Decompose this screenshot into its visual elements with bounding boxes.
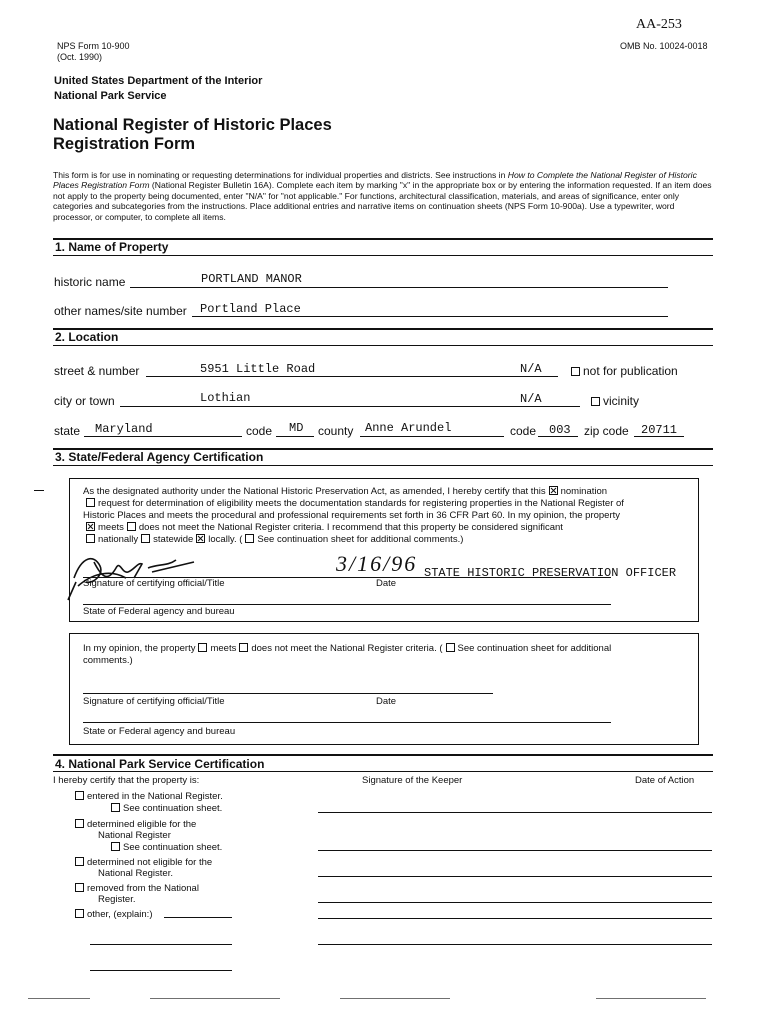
department: United States Department of the Interior	[54, 75, 263, 87]
historic-name-field[interactable]: PORTLAND MANOR	[201, 272, 302, 286]
city-line	[120, 406, 580, 407]
scan-mark	[28, 998, 90, 999]
signature2-line	[83, 693, 493, 694]
signature-label: Signature of certifying official/Title	[83, 578, 225, 589]
option-other[interactable]	[72, 909, 152, 920]
street-label: street & number	[54, 364, 140, 378]
agency-label: State of Federal agency and bureau	[83, 606, 235, 617]
checkbox[interactable]	[591, 397, 600, 406]
checkbox[interactable]	[75, 883, 84, 892]
other-names-line	[192, 316, 668, 317]
opinion-text-a: In my opinion, the property	[83, 643, 196, 654]
option-not-eligible-label-a: determined not eligible for the	[87, 857, 213, 868]
meets-label: meets	[98, 522, 124, 533]
omb-number: OMB No. 10024-0018	[620, 41, 708, 51]
scan-mark	[340, 998, 450, 999]
option-removed[interactable]	[72, 883, 199, 894]
option-eligible[interactable]	[72, 819, 196, 830]
checkbox[interactable]	[571, 367, 580, 376]
section1-heading: 1. Name of Property	[55, 240, 169, 254]
county-line	[360, 436, 504, 437]
keeper-line	[318, 918, 712, 919]
record-id: AA-253	[636, 17, 682, 32]
state-line	[84, 436, 242, 437]
option-entered-cont-label: See continuation sheet.	[123, 803, 223, 814]
service: National Park Service	[54, 90, 167, 102]
agency2-label: State or Federal agency and bureau	[83, 726, 236, 737]
margin-mark	[34, 490, 44, 491]
scan-mark	[596, 998, 706, 999]
divider	[53, 328, 713, 330]
keeper-line	[318, 944, 712, 945]
keeper-line	[318, 812, 712, 813]
option-removed-label-a: removed from the National	[87, 883, 199, 894]
opinion-line-2: comments.)	[83, 655, 133, 666]
date2-label: Date	[376, 696, 397, 707]
keeper-line	[318, 876, 712, 877]
cert-line-2	[83, 498, 683, 510]
city-field[interactable]: Lothian	[200, 391, 251, 405]
agency2-line	[83, 722, 611, 723]
vicinity-label: vicinity	[603, 394, 640, 408]
locally-label: locally. (	[208, 534, 243, 545]
option-entered-label: entered in the National Register.	[87, 791, 223, 802]
county-code-field[interactable]: 003	[549, 423, 571, 437]
not-for-publication[interactable]	[568, 364, 678, 378]
locally-checkbox[interactable]	[196, 534, 205, 543]
state-field[interactable]: Maryland	[95, 422, 153, 436]
intro-text	[53, 170, 713, 222]
keeper-line	[318, 902, 712, 903]
other-explain-line	[164, 917, 232, 918]
agency-line	[83, 604, 611, 605]
cert-line-1	[83, 486, 683, 498]
section4-heading: 4. National Park Service Certification	[55, 757, 265, 771]
county-code-label: code	[510, 424, 537, 438]
option-eligible-cont[interactable]	[108, 842, 222, 853]
form-id: NPS Form 10-900	[57, 41, 130, 51]
vicinity[interactable]	[588, 394, 639, 408]
cert-line-4	[83, 522, 683, 534]
option-not-eligible-label-b: National Register.	[98, 868, 173, 879]
checkbox[interactable]	[111, 803, 120, 812]
street-field[interactable]: 5951 Little Road	[200, 362, 316, 376]
city-na: N/A	[520, 392, 542, 406]
section2-heading: 2. Location	[55, 330, 119, 344]
page-title: National Register of Historic Places	[53, 116, 332, 134]
option-eligible-cont-label: See continuation sheet.	[123, 842, 223, 853]
signature-mark	[64, 548, 234, 604]
nomination-checkbox[interactable]	[549, 486, 558, 495]
checkbox[interactable]	[111, 842, 120, 851]
checkbox[interactable]	[75, 791, 84, 800]
nationally-label: nationally	[98, 534, 139, 545]
signature2-label: Signature of certifying official/Title	[83, 696, 225, 707]
explain-line	[90, 970, 232, 971]
continuation-label: See continuation sheet for additional comments.)	[257, 534, 464, 545]
opinion-line-1	[83, 643, 683, 655]
does-not-meet-checkbox[interactable]	[127, 522, 136, 531]
request-checkbox[interactable]	[86, 498, 95, 507]
other-names-label: other names/site number	[54, 304, 187, 318]
signer-title: STATE HISTORIC PRESERVATION OFFICER	[424, 566, 677, 580]
option-eligible-label-a: determined eligible for the	[87, 819, 197, 830]
continuation-checkbox[interactable]	[245, 534, 254, 543]
opinion-text-b: does not meet the National Register criteria. (	[251, 643, 443, 654]
not-for-publication-label: not for publication	[583, 364, 678, 378]
state-label: state	[54, 424, 81, 438]
action-label: Date of Action	[635, 775, 695, 786]
cert-line-3: Historic Places and meets the procedural and professional requirements set forth in 36 CFR Part 60. In my opinion, the property	[83, 510, 621, 521]
opinion-continuation-checkbox[interactable]	[446, 643, 455, 652]
other-names-field[interactable]: Portland Place	[200, 302, 301, 316]
page-subtitle: Registration Form	[53, 135, 196, 153]
cert-text-d: does not meet the National Register criteria. I recommend that this property be considered significant	[138, 522, 563, 533]
explain-line	[90, 944, 232, 945]
divider	[53, 345, 713, 346]
zip-field[interactable]: 20711	[641, 423, 678, 437]
opinion-meets-checkbox[interactable]	[198, 643, 207, 652]
checkbox[interactable]	[75, 857, 84, 866]
divider	[53, 255, 713, 256]
city-label: city or town	[54, 394, 115, 408]
checkbox[interactable]	[75, 819, 84, 828]
cert-paragraph	[83, 486, 683, 546]
opinion-text-c: See continuation sheet for additional	[457, 643, 612, 654]
opinion-does-not-meet-checkbox[interactable]	[239, 643, 248, 652]
intro-text-b: (National Register Bulletin 16A). Complete each item by marking "x" in the appropriate box or by entering the information requested. If an item does not apply to the property being documented, enter "N/A" for "not applicable." For functions, architectural classification, materials, and areas of significance, enter only categories and subcategories from the instructions. Place additional entries and narrative items on continuation sheets (NPS Form 10-900a). Use a typewriter, word processor, or computer, to complete all items.	[53, 180, 712, 222]
county-field[interactable]: Anne Arundel	[365, 421, 452, 435]
opinion-paragraph	[83, 643, 683, 667]
certify-label: I hereby certify that the property is:	[53, 775, 200, 786]
state-code-label: code	[246, 424, 273, 438]
statewide-label: statewide	[153, 534, 194, 545]
keeper-label: Signature of the Keeper	[362, 775, 463, 786]
date-label: Date	[376, 578, 397, 589]
option-eligible-label-b: National Register	[98, 830, 171, 841]
cert-text-b: request for determination of eligibility meets the documentation standards for registering properties in the National Register of	[98, 498, 624, 509]
meets-checkbox[interactable]	[86, 522, 95, 531]
option-other-label: other, (explain:)	[87, 909, 153, 920]
zip-label: zip code	[584, 424, 629, 438]
cert-text-a: As the designated authority under the National Historic Preservation Act, as amended, I hereby certify that this	[83, 486, 546, 497]
option-entered[interactable]	[72, 791, 223, 802]
divider	[53, 771, 713, 772]
form-date: (Oct. 1990)	[57, 52, 103, 62]
street-line	[146, 376, 558, 377]
keeper-line	[318, 850, 712, 851]
street-na: N/A	[520, 362, 542, 376]
intro-text-a: This form is for use in nominating or requesting determinations for individual properties and districts. See instructions in	[53, 170, 508, 180]
option-entered-cont[interactable]	[108, 803, 222, 814]
signature-date: 3/16/96	[336, 551, 418, 576]
nomination-label: nomination	[560, 486, 608, 497]
statewide-checkbox[interactable]	[141, 534, 150, 543]
section3-heading: 3. State/Federal Agency Certification	[55, 450, 264, 464]
state-code-line	[276, 436, 314, 437]
county-label: county	[318, 424, 354, 438]
historic-name-line	[130, 287, 668, 288]
historic-name-label: historic name	[54, 275, 126, 289]
option-removed-label-b: Register.	[98, 894, 136, 905]
nationally-checkbox[interactable]	[86, 534, 95, 543]
state-code-field[interactable]: MD	[289, 421, 304, 435]
scan-mark	[150, 998, 280, 999]
checkbox[interactable]	[75, 909, 84, 918]
divider	[53, 465, 713, 466]
cert-line-5	[83, 534, 683, 546]
intro-text-ital: How to Complete the National Register of Historic Places Registration Form	[53, 170, 697, 191]
divider	[53, 754, 713, 756]
option-not-eligible[interactable]	[72, 857, 212, 868]
opinion-meets-label: meets	[210, 643, 237, 654]
